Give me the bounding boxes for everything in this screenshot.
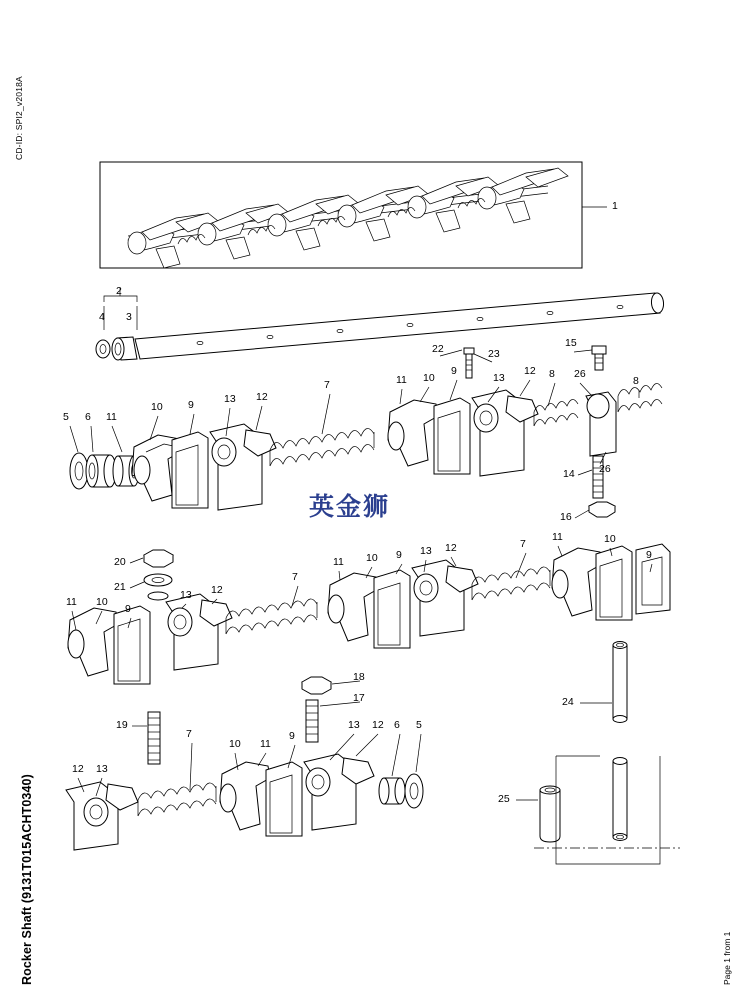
callout-number: 4 [99, 311, 105, 323]
callout-number: 14 [563, 468, 575, 480]
callout-number: 6 [394, 719, 400, 731]
callout-number: 7 [324, 379, 330, 391]
callout-number: 7 [292, 571, 298, 583]
callout-number: 13 [96, 763, 108, 775]
callout-number: 13 [348, 719, 360, 731]
callout-number: 10 [96, 596, 108, 608]
callout-number: 9 [646, 549, 652, 561]
callout-number: 16 [560, 511, 572, 523]
callout-number: 12 [72, 763, 84, 775]
callout-number: 5 [416, 719, 422, 731]
callout-number: 26 [599, 463, 611, 475]
callout-number: 12 [211, 584, 223, 596]
callout-number: 8 [633, 375, 639, 387]
callout-number: 17 [353, 692, 365, 704]
callout-number: 12 [372, 719, 384, 731]
callout-number: 12 [524, 365, 536, 377]
callout-number: 9 [289, 730, 295, 742]
cd-id-label: CD-ID: SPI2_v2018A [14, 76, 24, 160]
callout-number: 8 [549, 368, 555, 380]
callout-number: 6 [85, 411, 91, 423]
callout-number: 13 [180, 589, 192, 601]
callout-number: 11 [106, 411, 117, 423]
callout-number: 13 [493, 372, 505, 384]
callout-number: 11 [260, 738, 271, 750]
callout-number: 15 [565, 337, 577, 349]
callout-number: 12 [445, 542, 457, 554]
callout-number: 19 [116, 719, 128, 731]
callout-number: 11 [396, 374, 407, 386]
callout-number: 11 [66, 596, 77, 608]
callout-number: 20 [114, 556, 126, 568]
callout-number: 3 [126, 311, 132, 323]
callout-number: 23 [488, 348, 500, 360]
callout-number: 11 [333, 556, 344, 568]
callout-number: 22 [432, 343, 444, 355]
callout-number: 13 [224, 393, 236, 405]
callout-number: 9 [188, 399, 194, 411]
callout-number: 9 [125, 603, 131, 615]
callout-number: 7 [186, 728, 192, 740]
callout-number: 10 [151, 401, 163, 413]
callout-number: 10 [423, 372, 435, 384]
callout-number: 10 [366, 552, 378, 564]
callout-number: 18 [353, 671, 365, 683]
callout-number: 12 [256, 391, 268, 403]
callout-number: 1 [612, 200, 618, 212]
callout-number: 10 [604, 533, 616, 545]
callout-number: 26 [574, 368, 586, 380]
callout-number: 13 [420, 545, 432, 557]
watermark: 英金狮 [309, 492, 391, 521]
callout-number: 24 [562, 696, 574, 708]
callout-number: 7 [520, 538, 526, 550]
callout-number: 11 [552, 531, 563, 543]
page-number: Page 1 from 1 [722, 931, 732, 985]
callout-number: 9 [396, 549, 402, 561]
callout-number: 2 [116, 285, 122, 297]
page-title: Rocker Shaft (9131T015ACHT0340) [20, 774, 34, 985]
callout-number: 25 [498, 793, 510, 805]
callout-number: 9 [451, 365, 457, 377]
callout-number: 10 [229, 738, 241, 750]
callout-number: 21 [114, 581, 126, 593]
callout-number: 5 [63, 411, 69, 423]
